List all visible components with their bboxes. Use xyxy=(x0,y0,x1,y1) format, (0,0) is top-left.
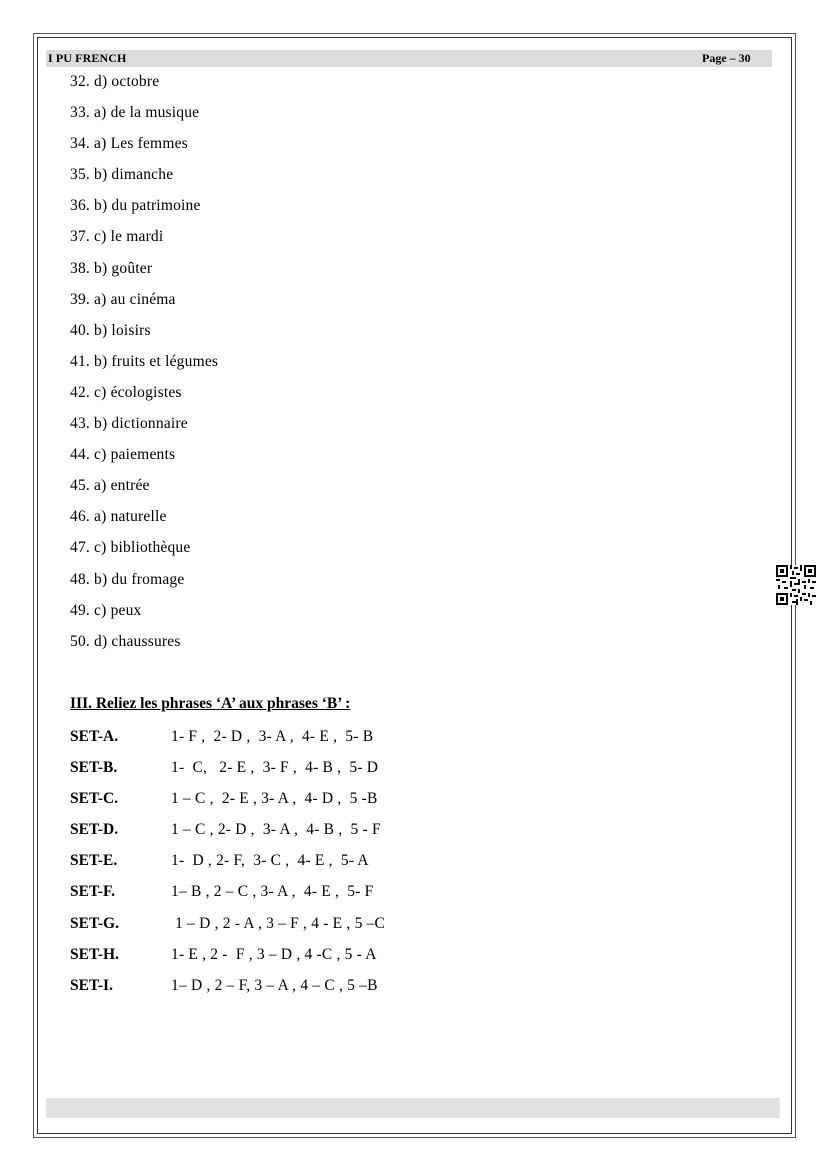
set-row xyxy=(70,913,490,944)
set-label: SET-I. xyxy=(70,976,113,994)
set-value: 1- C, 2- E , 3- F , 4- B , 5- D xyxy=(171,759,379,777)
footer-band xyxy=(46,1098,780,1118)
answer-item: 42. c) écologistes xyxy=(70,383,182,401)
set-value: 1– D , 2 – F, 3 – A , 4 – C , 5 –B xyxy=(171,976,378,994)
set-row xyxy=(70,975,490,1006)
answer-item: 50. d) chaussures xyxy=(70,632,181,650)
answer-item: 44. c) paiements xyxy=(70,446,176,464)
set-row xyxy=(70,788,490,819)
set-row xyxy=(70,757,490,788)
set-label: SET-G. xyxy=(70,914,119,932)
answer-item: 36. b) du patrimoine xyxy=(70,197,201,215)
answer-item: 46. a) naturelle xyxy=(70,508,167,526)
set-value: 1- E , 2 - F , 3 – D , 4 -C , 5 - A xyxy=(171,945,377,963)
answer-item: 40. b) loisirs xyxy=(70,321,151,339)
set-value: 1- D , 2- F, 3- C , 4- E , 5- A xyxy=(171,852,369,870)
set-value: 1 – D , 2 - A , 3 – F , 4 - E , 5 –C xyxy=(171,914,386,932)
section-title: III. Reliez les phrases ‘A’ aux phrases ‘B’ : xyxy=(70,695,351,712)
answer-item: 32. d) octobre xyxy=(70,73,160,90)
set-row xyxy=(70,944,490,975)
answer-item: 35. b) dimanche xyxy=(70,166,174,184)
set-label: SET-D. xyxy=(70,821,119,839)
answer-item: 38. b) goûter xyxy=(70,259,153,277)
set-label: SET-B. xyxy=(70,759,118,777)
set-row xyxy=(70,726,490,757)
answer-list xyxy=(70,72,470,663)
header-band xyxy=(46,50,772,67)
set-row xyxy=(70,819,490,850)
answer-item: 49. c) peux xyxy=(70,601,142,619)
answer-item: 43. b) dictionnaire xyxy=(70,415,188,433)
header-title: I PU FRENCH xyxy=(48,51,127,65)
set-value: 1 – C , 2- E , 3- A , 4- D , 5 -B xyxy=(171,790,378,808)
page-number: Page – 30 xyxy=(702,51,751,65)
answer-item: 45. a) entrée xyxy=(70,477,150,495)
set-list xyxy=(70,726,490,1006)
set-row xyxy=(70,881,490,912)
answer-item: 37. c) le mardi xyxy=(70,228,164,246)
set-label: SET-F. xyxy=(70,883,115,901)
set-label: SET-C. xyxy=(70,790,119,808)
answer-item: 41. b) fruits et légumes xyxy=(70,352,219,370)
answer-item: 34. a) Les femmes xyxy=(70,135,188,153)
set-label: SET-A. xyxy=(70,728,119,745)
set-row xyxy=(70,850,490,881)
set-value: 1– B , 2 – C , 3- A , 4- E , 5- F xyxy=(171,883,374,901)
set-value: 1 – C , 2- D , 3- A , 4- B , 5 - F xyxy=(171,821,381,839)
answer-item: 33. a) de la musique xyxy=(70,104,200,122)
answer-item: 48. b) du fromage xyxy=(70,570,185,588)
answer-item: 47. c) bibliothèque xyxy=(70,539,191,557)
qr-code-icon xyxy=(776,565,816,605)
set-value: 1- F , 2- D , 3- A , 4- E , 5- B xyxy=(171,728,374,745)
set-label: SET-E. xyxy=(70,852,118,870)
set-label: SET-H. xyxy=(70,945,119,963)
answer-item: 39. a) au cinéma xyxy=(70,290,176,308)
